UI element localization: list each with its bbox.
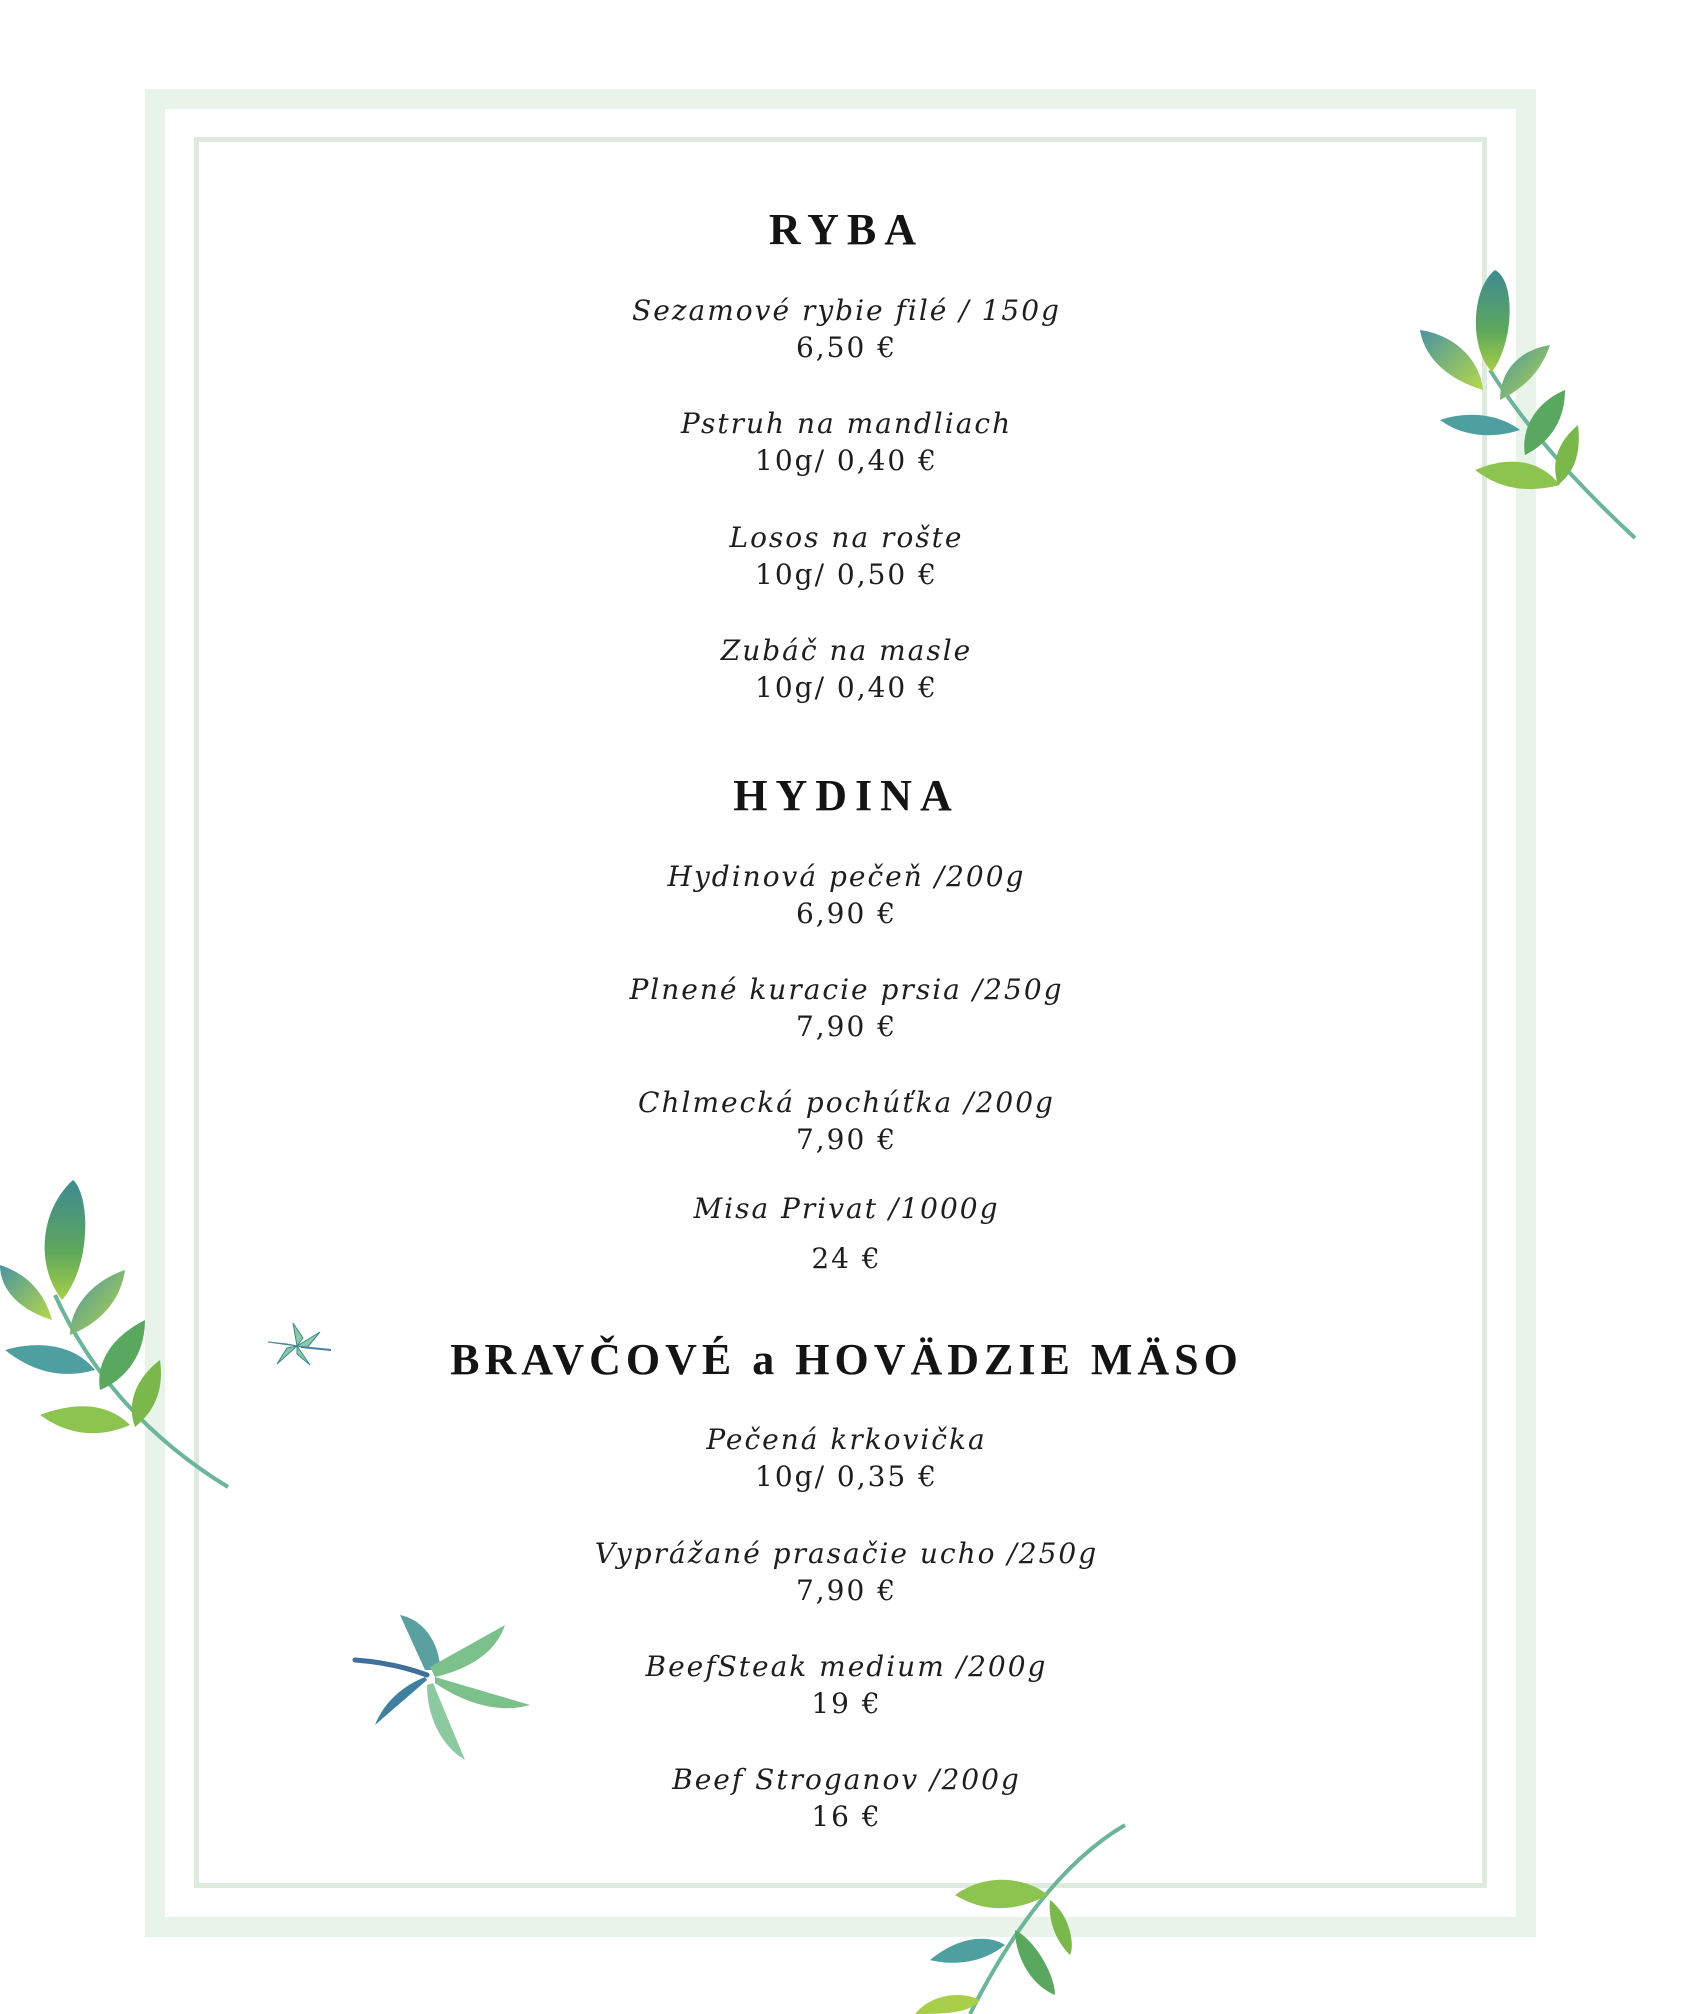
menu-item-price: 10g/ 0,50 € (755, 558, 938, 591)
menu-item-price: 7,90 € (795, 1574, 898, 1607)
menu-item (0, 858, 1693, 932)
menu-item-price: 10g/ 0,35 € (755, 1460, 938, 1493)
menu-item-name: Hydinová pečeň /200g (667, 860, 1026, 893)
menu-item (0, 971, 1693, 1045)
menu-item-price: 6,90 € (795, 897, 898, 930)
menu-item-price: 10g/ 0,40 € (755, 671, 938, 704)
menu-item (0, 1084, 1693, 1158)
menu-item-name: Pstruh na mandliach (680, 407, 1013, 440)
menu-item-name: Pečená krkovička (706, 1423, 987, 1456)
menu-item (0, 1761, 1693, 1835)
menu-item-name: Sezamové rybie filé / 150g (632, 294, 1061, 327)
menu-item (0, 1648, 1693, 1722)
leaf-sprig-icon (890, 1815, 1130, 2014)
leaf-sprig-icon (0, 1175, 240, 1505)
menu-item-price: 7,90 € (795, 1123, 898, 1156)
menu-item-name: Beef Stroganov /200g (672, 1763, 1021, 1796)
menu-item-price: 16 € (811, 1800, 882, 1833)
menu-item (0, 1421, 1693, 1495)
maple-leaf-icon (335, 1605, 535, 1765)
menu-item-name: Misa Privat /1000g (693, 1192, 1000, 1225)
section-title-ryba: RYBA (768, 205, 925, 254)
menu-item-name: BeefSteak medium /200g (645, 1650, 1048, 1683)
menu-item-price: 7,90 € (795, 1010, 898, 1043)
menu-item-name: Vyprážané prasačie ucho /250g (594, 1537, 1099, 1570)
menu-item-name: Chlmecká pochúťka /200g (638, 1086, 1055, 1119)
leaf-sprig-icon (1400, 260, 1650, 560)
menu-item-price: 6,50 € (795, 331, 898, 364)
menu-item-price: 10g/ 0,40 € (755, 444, 938, 477)
menu-item-name: Plnené kuracie prsia /250g (629, 973, 1064, 1006)
menu-item-name: Losos na rošte (729, 521, 964, 554)
menu-item-name: Zubáč na masle (720, 634, 973, 667)
menu-item (0, 1535, 1693, 1609)
star-leaf-icon (265, 1320, 335, 1370)
section-title-hydina: HYDINA (733, 771, 960, 820)
menu-item-price: 19 € (811, 1687, 882, 1720)
menu-item (0, 1184, 1693, 1284)
menu-item-price: 24 € (811, 1242, 882, 1275)
menu-item (0, 632, 1693, 706)
section-title-bravcove-hovadzie: BRAVČOVÉ a HOVÄDZIE MÄSO (450, 1335, 1243, 1384)
